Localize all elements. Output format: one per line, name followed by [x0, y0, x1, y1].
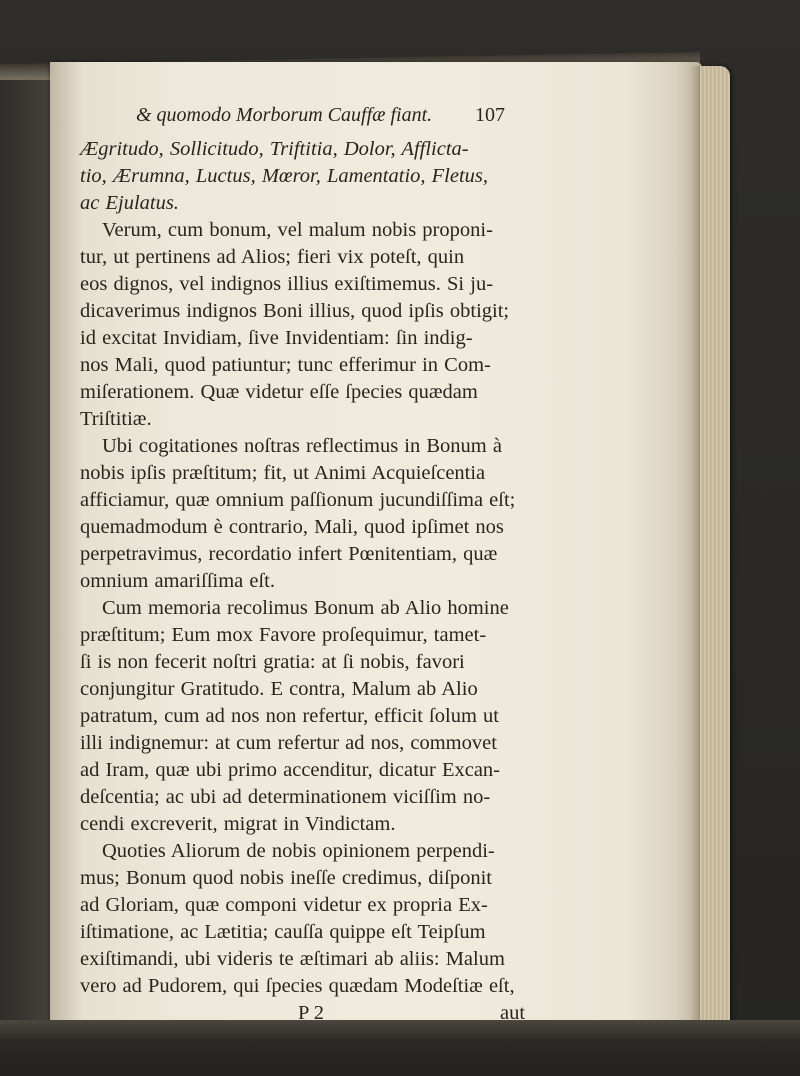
text-line: Cum memoria recolimus Bonum ab Alio homine: [102, 597, 509, 619]
signature-mark: P 2: [298, 1002, 325, 1024]
text-line: miſerationem. Quæ videtur eſſe ſpecies quædam: [80, 381, 478, 403]
text-line: omnium amariſſima eſt.: [80, 570, 275, 592]
text-line: nos Mali, quod patiuntur; tunc efferimur in Com-: [80, 354, 491, 376]
text-line: perpetravimus, recordatio infert Pœnitentiam, quæ: [80, 543, 498, 565]
text-line: tur, ut pertinens ad Alios; fieri vix poteſt, quin: [80, 246, 465, 268]
page-stack-edge: [700, 66, 730, 1026]
text-line: tio, Ærumna, Luctus, Mœror, Lamentatio, Fletus,: [80, 165, 489, 187]
catchword: aut: [500, 1002, 526, 1024]
text-line: cendi excreverit, migrat in Vindictam.: [80, 813, 396, 835]
text-line: ac Ejulatus.: [80, 192, 179, 214]
text-line: vero ad Pudorem, qui ſpecies quædam Modeſtiæ eſt,: [80, 975, 515, 997]
text-line: afficiamur, quæ omnium paſſionum jucundiſſima eſt;: [80, 489, 516, 511]
text-line: deſcentia; ac ubi ad determinationem viciſſim no-: [80, 786, 491, 808]
text-line: conjungitur Gratitudo. E contra, Malum ab Alio: [80, 678, 478, 700]
text-line: illi indignemur: at cum refertur ad nos, commovet: [80, 732, 497, 754]
text-line: Ubi cogitationes noſtras reflectimus in Bonum à: [102, 435, 502, 457]
text-line: Quoties Aliorum de nobis opinionem perpendi-: [102, 840, 495, 862]
running-title: & quomodo Morborum Cauffæ fiant.: [136, 104, 433, 126]
text-line: quemadmodum è contrario, Mali, quod ipſimet nos: [80, 516, 504, 538]
text-line: iſtimatione, ac Lætitia; cauſſa quippe eſt Teipſum: [80, 921, 486, 943]
text-line: patratum, cum ad nos non refertur, efficit ſolum ut: [80, 705, 499, 727]
page-text: [80, 90, 695, 1027]
text-line: Verum, cum bonum, vel malum nobis proponi-: [102, 219, 493, 241]
text-line: præſtitum; Eum mox Favore proſequimur, tamet-: [80, 624, 487, 646]
book-bottom-edge: [0, 1020, 800, 1076]
text-line: nobis ipſis præſtitum; fit, ut Animi Acquieſcentia: [80, 462, 486, 484]
text-line: mus; Bonum quod nobis ineſſe credimus, diſponit: [80, 867, 492, 889]
running-header: [80, 90, 695, 136]
page-number: 107: [475, 104, 505, 126]
text-line: ad Iram, quæ ubi primo accenditur, dicatur Excan-: [80, 759, 501, 781]
text-line: Ægritudo, Sollicitudo, Triftitia, Dolor, Afflicta-: [80, 138, 469, 160]
text-line: ad Gloriam, quæ componi videtur ex propria Ex-: [80, 894, 488, 916]
page-footer: [80, 1000, 695, 1027]
text-line: dicaverimus indignos Boni illius, quod ipſis obtigit;: [80, 300, 510, 322]
text-line: exiſtimandi, ubi videris te æſtimari ab aliis: Malum: [80, 948, 505, 970]
text-line: eos dignos, vel indignos illius exiſtimemus. Si ju-: [80, 273, 494, 295]
text-line: Triſtitiæ.: [80, 408, 152, 430]
text-line: id excitat Invidiam, ſive Invidentiam: ſin indig-: [80, 327, 473, 349]
text-line: ſi is non fecerit noſtri gratia: at ſi nobis, favori: [80, 651, 465, 673]
